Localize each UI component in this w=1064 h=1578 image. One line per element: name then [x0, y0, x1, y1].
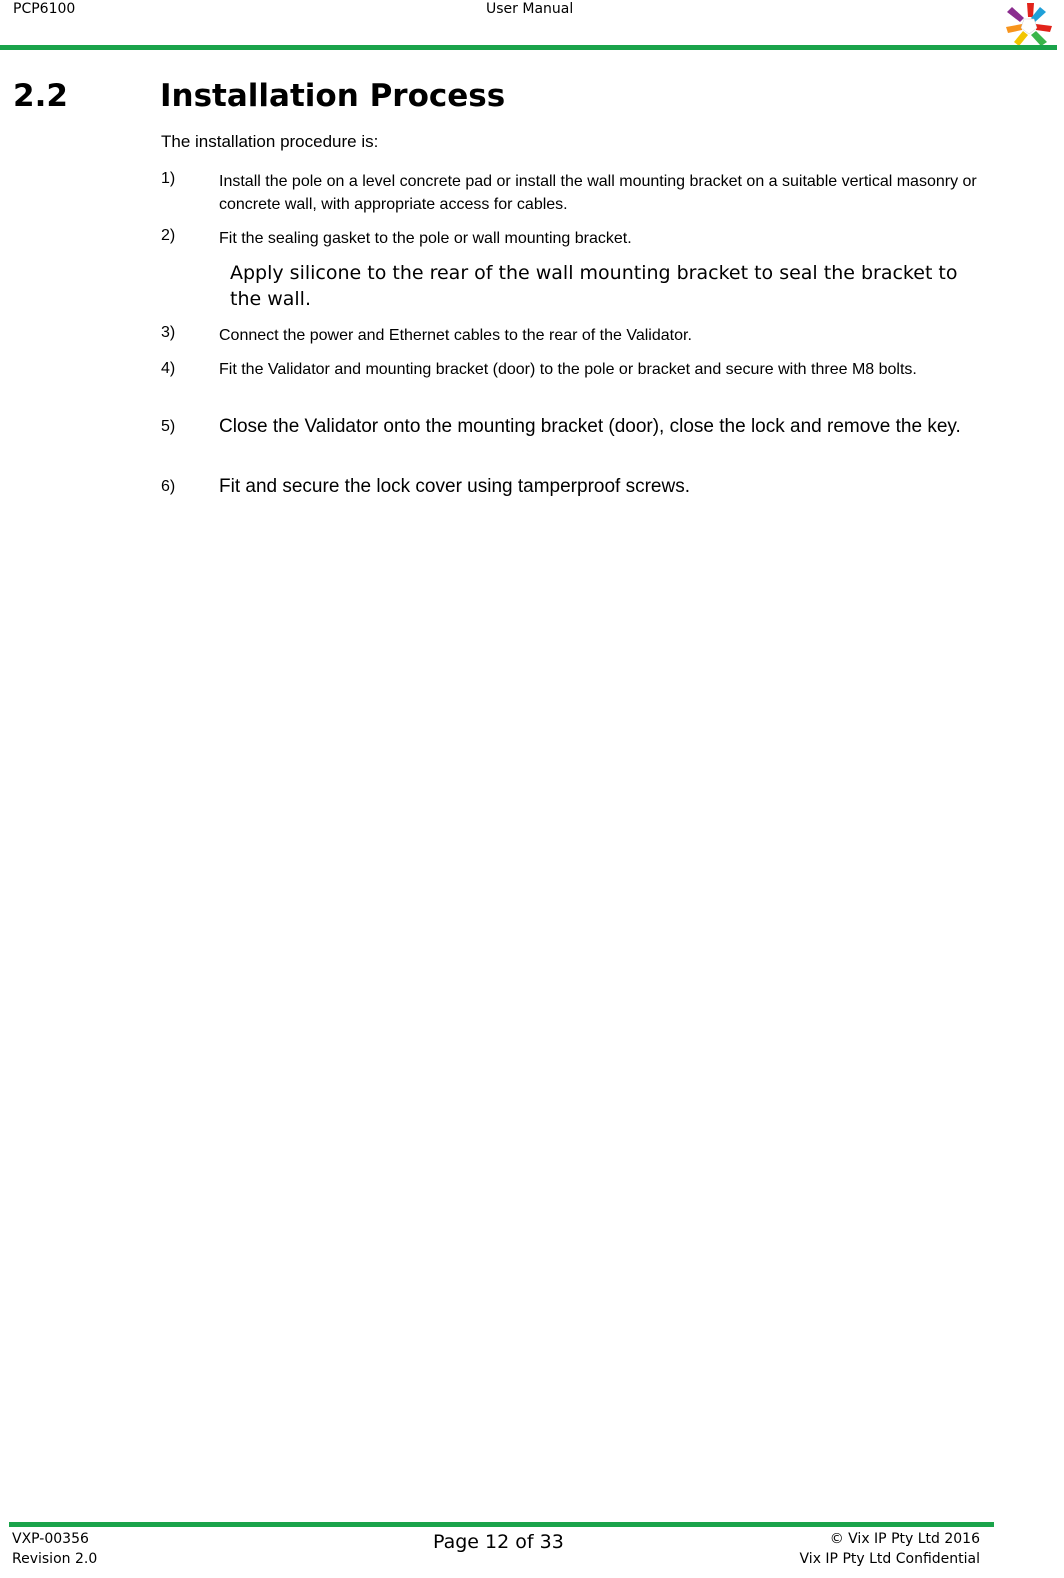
section-title: Installation Process: [160, 78, 506, 114]
header-product-name: PCP6100: [13, 1, 76, 17]
step-text: Connect the power and Ethernet cables to the rear of the Validator.: [219, 327, 692, 344]
footer-revision: Revision 2.0: [12, 1551, 98, 1567]
footer-divider: [9, 1522, 994, 1527]
step-text: Close the Validator onto the mounting bracket (door), close the lock and remove the key.: [219, 416, 961, 437]
vix-star-logo-icon: [1004, 0, 1054, 48]
step-number: 1): [161, 170, 176, 187]
header-doc-type: User Manual: [486, 1, 574, 17]
section-number: 2.2: [13, 78, 68, 114]
step-number: 2): [161, 227, 176, 244]
silicone-note: Apply silicone to the rear of the wall mounting bracket to seal the bracket to the wall.: [230, 262, 958, 310]
step-number: 3): [161, 324, 176, 341]
footer-confidential: Vix IP Pty Ltd Confidential: [799, 1551, 980, 1567]
step-text: Install the pole on a level concrete pad or install the wall mounting bracket on a suitable vertical masonry or concrete wall, with appropriate access for cables.: [219, 173, 977, 213]
footer-copyright: © Vix IP Pty Ltd 2016: [829, 1531, 980, 1547]
step-number: 4): [161, 360, 176, 377]
footer-doc-id: VXP-00356: [12, 1531, 89, 1547]
step-text: Fit and secure the lock cover using tamperproof screws.: [219, 476, 690, 497]
intro-text: The installation procedure is:: [161, 132, 379, 151]
step-text: Fit the sealing gasket to the pole or wall mounting bracket.: [219, 230, 632, 247]
footer-page-number: Page 12 of 33: [433, 1531, 564, 1553]
step-number: 5): [161, 418, 176, 435]
step-text: Fit the Validator and mounting bracket (door) to the pole or bracket and secure with three M8 bolts.: [219, 361, 917, 378]
header-divider: [0, 45, 1057, 50]
step-number: 6): [161, 478, 176, 495]
